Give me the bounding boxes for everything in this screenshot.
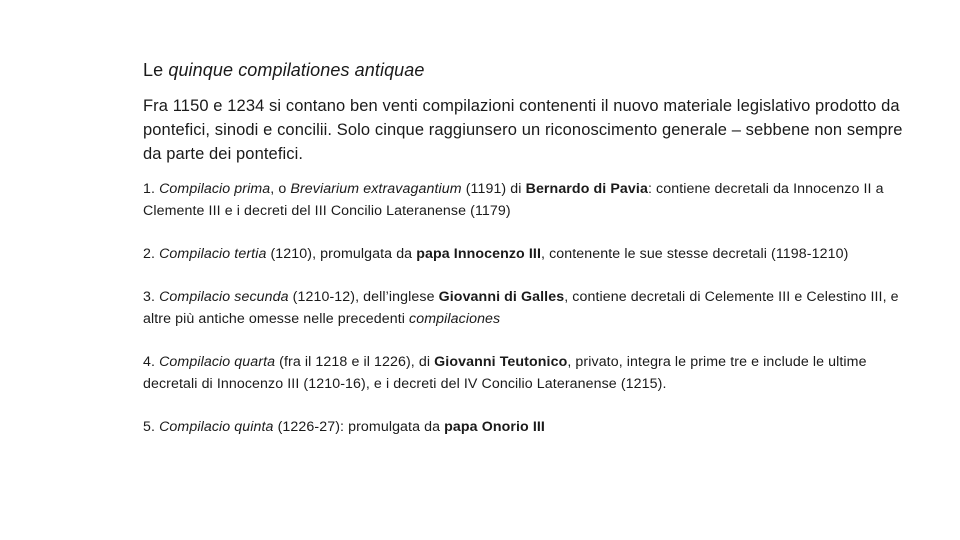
list-item-1 [143, 178, 913, 222]
compilation-author: Giovanni di Galles [438, 289, 565, 305]
item-text: (1210), promulgata da [266, 246, 417, 262]
title-prefix: Le [143, 60, 169, 80]
list-item-5 [143, 416, 913, 438]
item-text: (1191) di [461, 181, 526, 197]
list-item-3 [143, 286, 913, 330]
item-number: 1. [143, 181, 160, 197]
item-text: (fra il 1218 e il 1226), di [275, 354, 435, 370]
compilation-author: Bernardo di Pavia [525, 181, 648, 197]
item-text: (1210-12), dell’inglese [288, 289, 439, 305]
item-number: 5. [143, 419, 160, 435]
list-item-4 [143, 351, 913, 395]
item-text: , contiene decretali di Celemente III e Celestino III, e altre più antiche omesse nelle precedenti [143, 289, 899, 327]
compilation-author: Giovanni Teutonico [434, 354, 568, 370]
compilation-author: papa Onorio III [444, 419, 545, 435]
compilation-name: Compilacio tertia [159, 246, 267, 262]
item-text: , contenente le sue stesse decretali (1198-1210) [541, 246, 849, 262]
item-text: , o [270, 181, 291, 197]
item-number: 4. [143, 354, 160, 370]
slide-content [143, 58, 913, 438]
compilation-name: Compilacio quarta [159, 354, 276, 370]
item-number: 2. [143, 246, 160, 262]
compilation-name: Compilacio quinta [159, 419, 274, 435]
compilation-alt-name: Breviarium extravagantium [290, 181, 462, 197]
compilation-name: Compilacio secunda [159, 289, 289, 305]
item-number: 3. [143, 289, 160, 305]
title-italic: quinque compilationes antiquae [168, 60, 425, 80]
compilation-author: papa Innocenzo III [416, 246, 541, 262]
item-text: : contiene decretali da Innocenzo II a Clemente III e i decreti del III Concilio Lateranense (1179) [143, 181, 884, 219]
item-text: , privato, integra le prime tre e include le ultime decretali di Innocenzo III (1210-16), e i decreti del IV Concilio Lateranense (1215). [143, 354, 867, 392]
item-text: (1226-27): promulgata da [273, 419, 445, 435]
list-item-2 [143, 243, 913, 265]
slide-title [143, 58, 913, 82]
item-tail: compilaciones [409, 311, 501, 327]
intro-paragraph: Fra 1150 e 1234 si contano ben venti compilazioni contenenti il nuovo materiale legislativo prodotto da pontefici, sinodi e concilii. Solo cinque raggiunsero un riconoscimento generale – sebbene non sempre da parte dei pontefici. [143, 97, 903, 163]
compilation-name: Compilacio prima [159, 181, 271, 197]
